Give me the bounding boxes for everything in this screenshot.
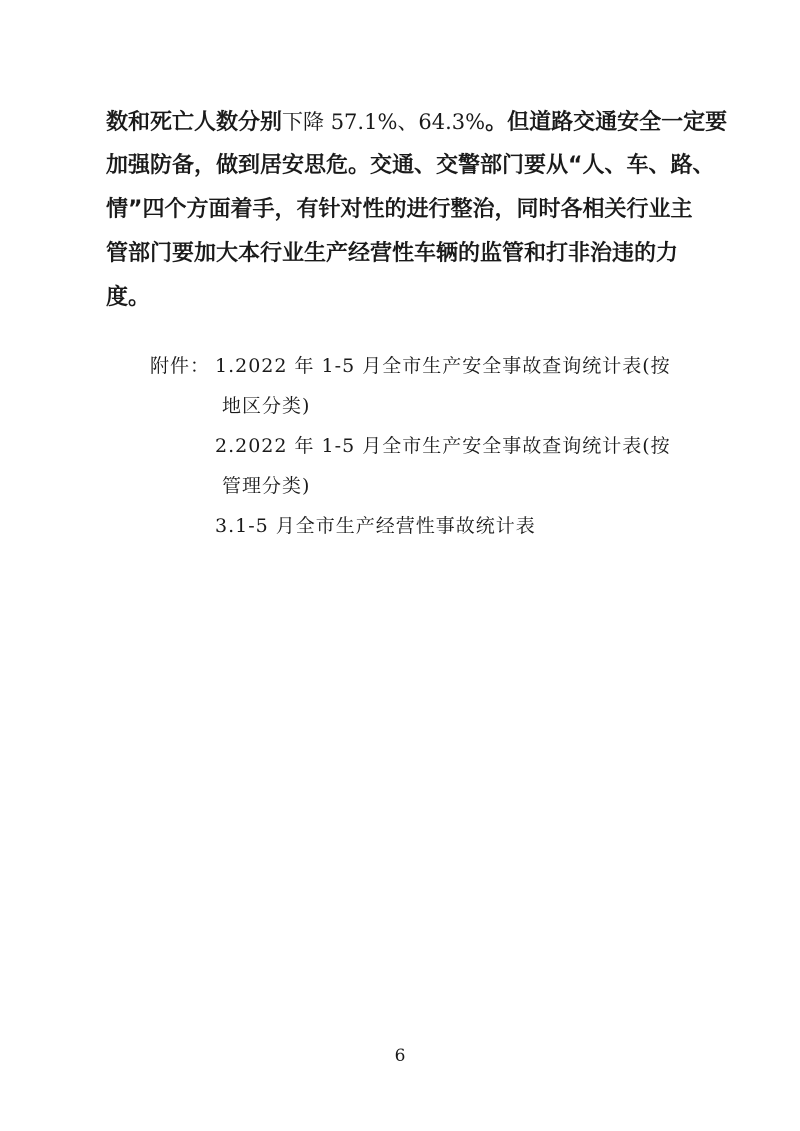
attachment-item-1: 1.2022 年 1-5 月全市生产安全事故查询统计表(按 bbox=[215, 355, 671, 377]
attachment-item-2-continued: 管理分类) bbox=[222, 475, 311, 497]
page-number: 6 bbox=[394, 1046, 406, 1066]
paragraph-line-2: 加强防备，做到居安思危。交通、交警部门要从“人、车、路、 bbox=[106, 153, 715, 178]
paragraph-text-statistics: 下降 57.1%、64.3% bbox=[282, 110, 486, 134]
attachment-item-2: 2.2022 年 1-5 月全市生产安全事故查询统计表(按 bbox=[215, 435, 671, 457]
paragraph-line-5: 度。 bbox=[106, 285, 151, 310]
paragraph-line-3: 情”四个方面着手，有针对性的进行整治，同时各相关行业主 bbox=[106, 197, 693, 222]
attachments-label: 附件： bbox=[150, 355, 211, 377]
paragraph-text-bold: 数和死亡人数分别 bbox=[106, 110, 283, 135]
attachment-item-3: 3.1-5 月全市生产经营性事故统计表 bbox=[215, 515, 536, 537]
paragraph-line-1 bbox=[106, 100, 728, 144]
attachment-item-1-continued: 地区分类) bbox=[222, 395, 311, 417]
paragraph-line-4: 管部门要加大本行业生产经营性车辆的监管和打非治违的力 bbox=[106, 241, 679, 266]
paragraph-text-bold: 。但道路交通安全一定要 bbox=[485, 110, 728, 135]
body-paragraph bbox=[106, 100, 728, 320]
